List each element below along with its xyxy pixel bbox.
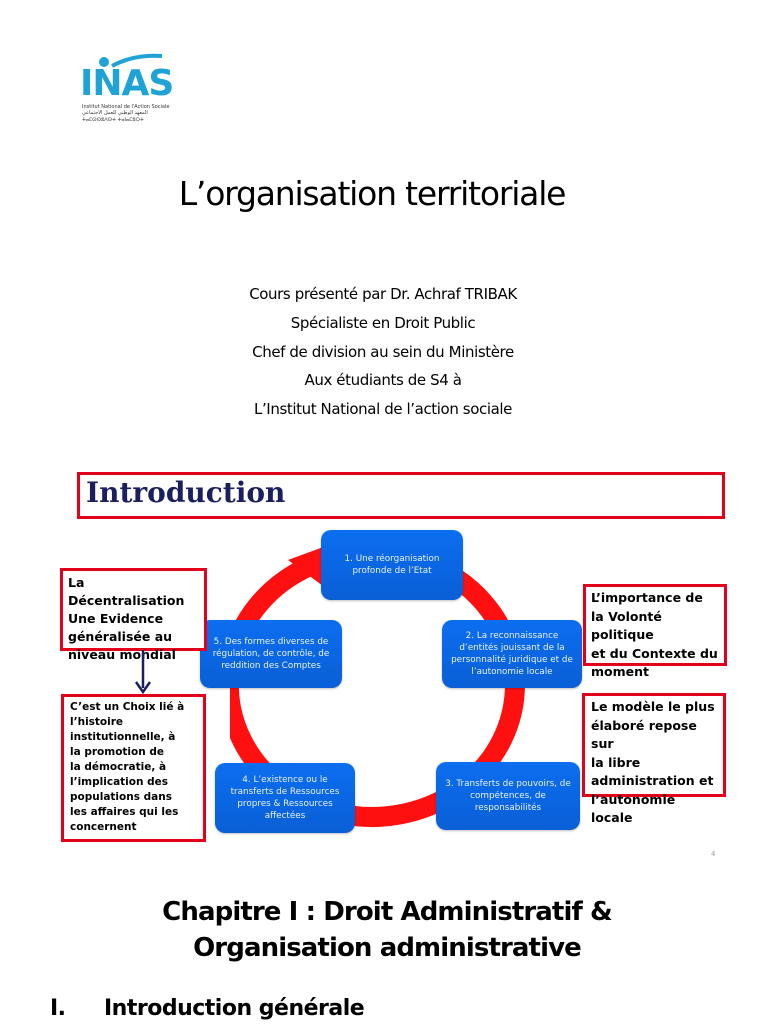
credit-line: Aux étudiants de S4 à	[304, 371, 462, 390]
callout-line: l’histoire	[70, 716, 124, 728]
chapter-line: Organisation administrative	[193, 933, 581, 963]
callout-line: administration et	[591, 773, 714, 788]
callout-line: institutionnelle, à	[70, 731, 176, 743]
inas-logo	[78, 48, 174, 128]
callout-line: La Décentralisation	[68, 575, 185, 608]
section-title: Introduction générale	[104, 996, 365, 1021]
callout-line: L’importance de	[591, 590, 703, 605]
callout-line: C’est un Choix lié à	[70, 701, 185, 713]
callout-line: la libre	[591, 754, 641, 770]
callout-line: l’implication des	[70, 776, 169, 788]
callout-line: moment	[591, 664, 649, 679]
chapter-heading	[0, 894, 768, 966]
chapter-line: Chapitre I : Droit Administratif &	[162, 897, 612, 927]
callout-line: la démocratie, à	[70, 761, 167, 773]
callout-line: populations dans	[70, 791, 172, 803]
callout-line: Une Evidence	[68, 611, 164, 626]
down-arrow-icon	[133, 650, 153, 696]
callout-decentralisation	[60, 568, 207, 662]
callout-volonte	[583, 584, 727, 679]
callout-line: les affaires qui les	[70, 806, 179, 818]
logo-subtitle-tfng: ⵜⴰⵎⵙⵙⵓⴷⵙⵜ ⵜⴰⵏⴰⵎⵓⵔⵜ	[82, 117, 144, 123]
cycle-node-2: 2. La reconnaissance d’entités jouissant de la personnalité juridique et de l’autonomie locale	[442, 620, 582, 688]
callout-line: généralisée au	[68, 629, 173, 644]
callout-line: la promotion de	[70, 746, 165, 758]
callout-line: Le modèle le plus	[591, 699, 715, 714]
callout-line: niveau mondial	[68, 647, 176, 662]
credit-line: L’Institut National de l’action sociale	[253, 400, 513, 419]
cycle-node-1: 1. Une réorganisation profonde de l’Etat	[321, 530, 463, 600]
section-heading	[50, 996, 364, 1021]
logo-subtitle-ar: المعهد الوطني للعمل الاجتماعي	[82, 110, 148, 116]
logo-subtitle-fr: Institut National de l'Action Sociale	[82, 104, 170, 110]
cycle-node-5: 5. Des formes diverses de régulation, de contrôle, de reddition des Comptes	[200, 620, 342, 688]
cycle-node-3: 3. Transferts de pouvoirs, de compétences, de responsabilités	[436, 762, 580, 830]
callout-line: l’autonomie locale	[591, 791, 676, 825]
logo-wordmark: INAS	[80, 63, 174, 104]
callout-line: la Volonté politique	[591, 608, 662, 642]
credits-block	[0, 280, 766, 424]
slide-heading: Introduction	[86, 476, 286, 509]
callout-line: concernent	[70, 821, 137, 833]
credit-line: Cours présenté par Dr. Achraf TRIBAK	[249, 285, 517, 303]
document-title: L’organisation territoriale	[178, 174, 566, 213]
callout-line: et du Contexte du	[591, 645, 718, 661]
credit-line: Spécialiste en Droit Public	[290, 313, 476, 332]
callout-choix	[61, 694, 206, 842]
cycle-node-4: 4. L’existence ou le transferts de Ressources propres & Ressources affectées	[215, 763, 355, 833]
slide-page-number: 4	[711, 850, 716, 858]
slide-heading-box	[77, 472, 725, 519]
callout-modele	[582, 693, 726, 825]
credit-line: Chef de division au sein du Ministère	[252, 342, 514, 361]
callout-line: élaboré repose sur	[591, 717, 697, 751]
section-number: I.	[50, 996, 66, 1021]
